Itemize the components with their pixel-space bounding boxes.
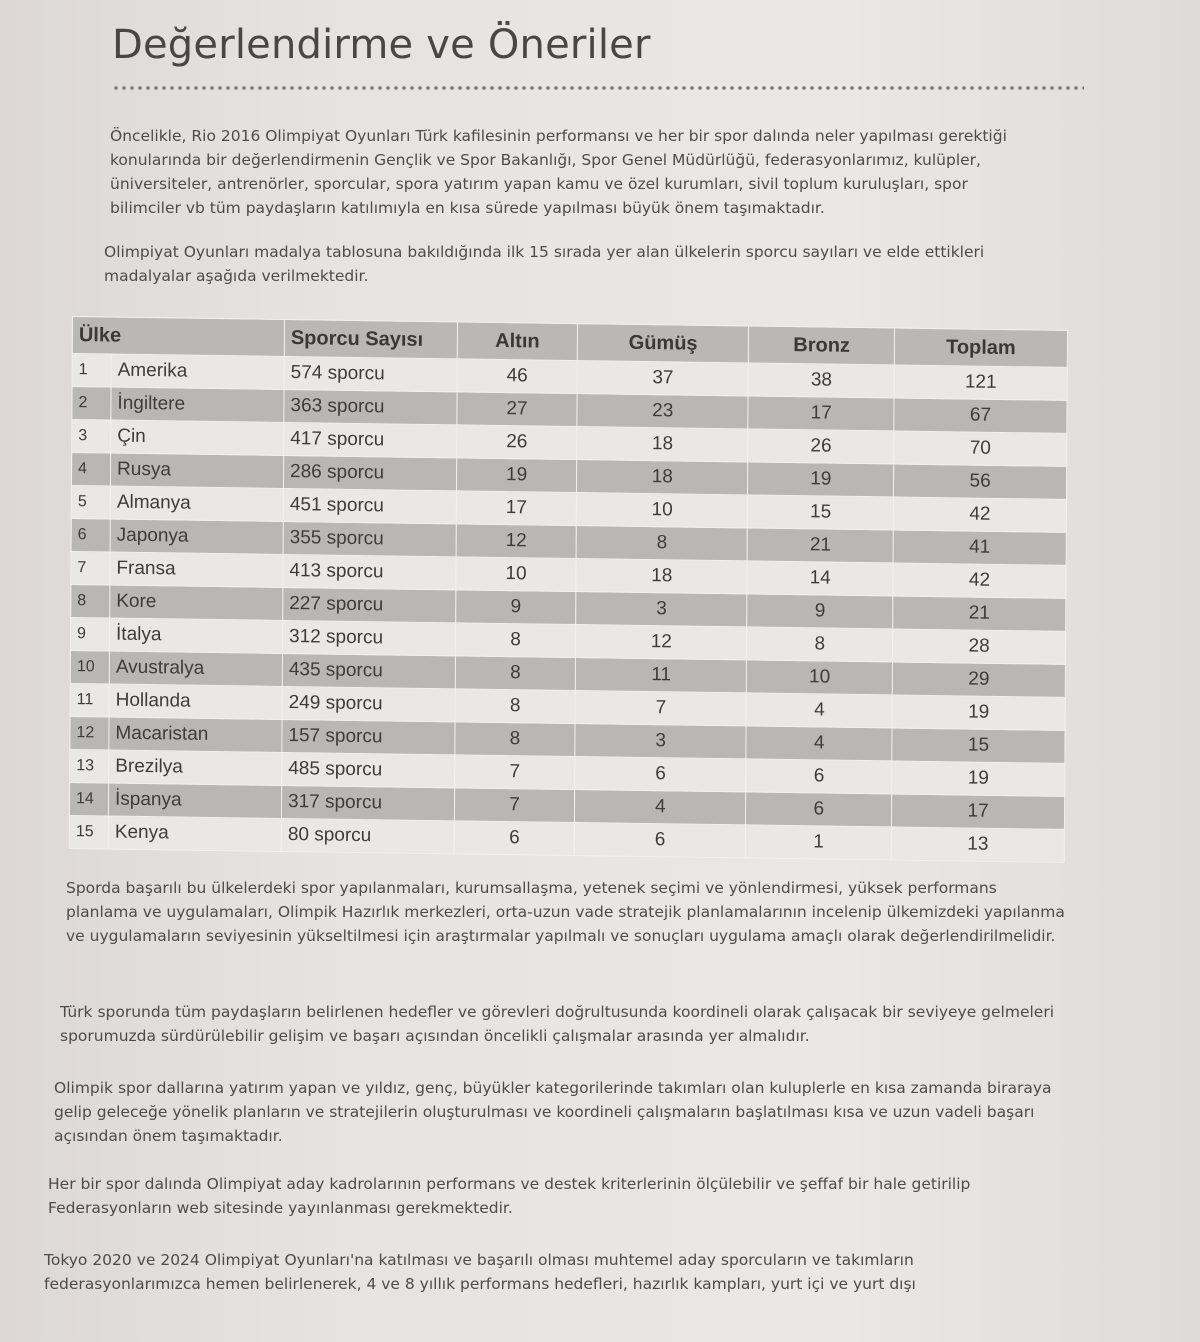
bronze-cell: 8 <box>747 627 893 662</box>
rank-cell: 15 <box>69 815 108 849</box>
header-country: Ülke <box>72 317 284 357</box>
header-bronze: Bronz <box>749 326 895 365</box>
silver-cell: 6 <box>574 823 745 858</box>
total-cell: 67 <box>894 398 1067 433</box>
rank-cell: 9 <box>70 617 109 651</box>
total-cell: 70 <box>894 431 1067 466</box>
page-title: Değerlendirme ve Öneriler <box>112 22 651 68</box>
country-cell: Fransa <box>110 552 283 587</box>
gold-cell: 7 <box>454 788 574 823</box>
gold-cell: 8 <box>455 656 575 691</box>
country-cell: Çin <box>111 420 284 455</box>
bronze-cell: 9 <box>747 594 893 629</box>
total-cell: 13 <box>891 827 1064 862</box>
gold-cell: 8 <box>455 722 575 757</box>
athletes-cell: 80 sporcu <box>281 818 454 853</box>
athletes-cell: 574 sporcu <box>284 356 457 391</box>
athletes-cell: 312 sporcu <box>282 620 455 655</box>
gold-cell: 7 <box>455 755 575 790</box>
bronze-cell: 4 <box>746 693 892 728</box>
bronze-cell: 1 <box>746 825 892 860</box>
rank-cell: 2 <box>72 387 111 421</box>
total-cell: 42 <box>893 497 1066 532</box>
gold-cell: 27 <box>457 392 577 427</box>
bronze-cell: 38 <box>748 363 894 398</box>
bronze-cell: 14 <box>747 561 893 596</box>
rank-cell: 10 <box>70 650 109 684</box>
bronze-cell: 17 <box>748 396 894 431</box>
silver-cell: 18 <box>577 460 748 495</box>
rank-cell: 4 <box>71 452 110 486</box>
recommendation-paragraph-2: Türk sporunda tüm paydaşların belirlenen hedefler ve görevleri doğrultusunda koordineli olarak çalışacak bir seviyeye gelmeleri sporumuzda sürdürülebilir gelişim ve başarı açısından öncelikli çalışmalar arasında yer almalıdır. <box>60 1003 1054 1045</box>
country-cell: Kenya <box>108 816 281 851</box>
country-cell: Kore <box>110 585 283 620</box>
header-silver: Gümüş <box>577 324 749 363</box>
athletes-cell: 435 sporcu <box>282 653 455 688</box>
total-cell: 41 <box>893 530 1066 565</box>
dotted-divider <box>112 84 1084 92</box>
gold-cell: 46 <box>457 359 577 394</box>
gold-cell: 19 <box>456 458 576 493</box>
silver-cell: 37 <box>577 361 748 396</box>
total-cell: 121 <box>894 365 1067 400</box>
rank-cell: 6 <box>71 518 110 552</box>
gold-cell: 9 <box>456 590 576 625</box>
bronze-cell: 19 <box>748 462 894 497</box>
athletes-cell: 286 sporcu <box>283 455 456 490</box>
header-total: Toplam <box>894 328 1067 367</box>
rank-cell: 5 <box>71 485 110 519</box>
rank-cell: 11 <box>70 683 109 717</box>
athletes-cell: 413 sporcu <box>283 554 456 589</box>
intro-paragraph: Öncelikle, Rio 2016 Olimpiyat Oyunları Türk kafilesinin performansı ve her bir spor dalında neler yapılması gerektiği konularında bir değerlendirmenin Gençlik ve Spor Bakanlığı, Spor Genel Müdürlüğü, federasyonlarımız, kulüpler, üniversiteler, antrenörler, sporcular, spora yatırım yapan kamu ve özel kurumları, sivil toplum kuruluşları, spor bilimciler vb tüm paydaşların katılımıyla en kısa sürede yapılması büyük önem taşımaktadır. <box>110 127 1007 217</box>
athletes-cell: 485 sporcu <box>282 752 455 787</box>
medal-table <box>69 316 1068 863</box>
rank-cell: 14 <box>69 782 108 816</box>
country-cell: İngiltere <box>111 387 284 422</box>
silver-cell: 10 <box>576 493 747 528</box>
country-cell: İtalya <box>109 618 282 653</box>
silver-cell: 18 <box>576 559 747 594</box>
silver-cell: 8 <box>576 526 747 561</box>
total-cell: 28 <box>893 629 1066 664</box>
athletes-cell: 249 sporcu <box>282 686 455 721</box>
gold-cell: 6 <box>454 821 574 856</box>
silver-cell: 11 <box>575 658 746 693</box>
athletes-cell: 157 sporcu <box>282 719 455 754</box>
total-cell: 17 <box>892 794 1065 829</box>
country-cell: Hollanda <box>109 684 282 719</box>
bronze-cell: 15 <box>748 495 894 530</box>
gold-cell: 26 <box>457 425 577 460</box>
silver-cell: 4 <box>575 790 746 825</box>
header-athletes: Sporcu Sayısı <box>284 319 457 358</box>
athletes-cell: 317 sporcu <box>281 785 454 820</box>
total-cell: 19 <box>892 695 1065 730</box>
rank-cell: 13 <box>70 749 109 783</box>
country-cell: Macaristan <box>109 717 282 752</box>
gold-cell: 12 <box>456 524 576 559</box>
recommendation-paragraph-1: Sporda başarılı bu ülkelerdeki spor yapılanmaları, kurumsallaşma, yetenek seçimi ve yönlendirmesi, yüksek performans planlama ve uygulamaları, Olimpik Hazırlık merkezleri, orta-uzun vade stratejik planlamalarının incelenip ülkemizdeki yapılanma ve uygulamaların seviyesinin yükseltilmesi için araştırmalar yapılmalı ve sonuçları uygulama amaçlı olarak değerlendirilmelidir. <box>66 879 1065 945</box>
country-cell: Almanya <box>110 486 283 521</box>
header-gold: Altın <box>457 322 577 361</box>
gold-cell: 10 <box>456 557 576 592</box>
bronze-cell: 21 <box>747 528 893 563</box>
athletes-cell: 363 sporcu <box>284 389 457 424</box>
total-cell: 19 <box>892 761 1065 796</box>
silver-cell: 3 <box>576 592 747 627</box>
silver-cell: 18 <box>577 427 748 462</box>
silver-cell: 3 <box>575 724 746 759</box>
total-cell: 42 <box>893 563 1066 598</box>
table-intro-paragraph: Olimpiyat Oyunları madalya tablosuna bakıldığında ilk 15 sırada yer alan ülkelerin sporcu sayıları ve elde ettikleri madalyalar aşağıda verilmektedir. <box>104 243 985 285</box>
silver-cell: 23 <box>577 394 748 429</box>
country-cell: Japonya <box>110 519 283 554</box>
rank-cell: 3 <box>72 420 111 454</box>
bronze-cell: 6 <box>746 792 892 827</box>
recommendation-paragraph-4: Her bir spor dalında Olimpiyat aday kadrolarının performans ve destek kriterlerinin ölçülebilir ve şeffaf bir hale getirilip Federasyonların web sitesinde yayınlanması gerekmektedir. <box>48 1175 971 1217</box>
athletes-cell: 417 sporcu <box>284 422 457 457</box>
total-cell: 15 <box>892 728 1065 763</box>
total-cell: 21 <box>893 596 1066 631</box>
rank-cell: 7 <box>71 551 110 585</box>
country-cell: Brezilya <box>109 750 282 785</box>
athletes-cell: 451 sporcu <box>283 488 456 523</box>
total-cell: 56 <box>894 464 1067 499</box>
recommendation-paragraph-3: Olimpik spor dallarına yatırım yapan ve yıldız, genç, büyükler kategorilerinde takımları olan kuluplerle en kısa zamanda biraraya gelip geleceğe yönelik planların ve stratejilerin oluşturulması ve koordineli çalışmaların başlatılması kısa ve uzun vadeli başarı açısından önem taşımaktadır. <box>54 1079 1052 1145</box>
bronze-cell: 10 <box>747 660 893 695</box>
silver-cell: 7 <box>575 691 746 726</box>
silver-cell: 12 <box>576 625 747 660</box>
bronze-cell: 6 <box>746 759 892 794</box>
bronze-cell: 26 <box>748 429 894 464</box>
gold-cell: 8 <box>455 689 575 724</box>
total-cell: 29 <box>892 662 1065 697</box>
rank-cell: 12 <box>70 716 109 750</box>
recommendation-paragraph-5: Tokyo 2020 ve 2024 Olimpiyat Oyunları'na katılması ve başarılı olması muhtemel aday sporcuların ve takımların federasyonlarımızca hemen belirlenerek, 4 ve 8 yıllık performans hedefleri, hazırlık kampları, yurt içi ve yurt dışı <box>44 1251 916 1293</box>
rank-cell: 1 <box>72 354 111 388</box>
country-cell: İspanya <box>108 783 281 818</box>
bronze-cell: 4 <box>746 726 892 761</box>
country-cell: Amerika <box>111 354 284 389</box>
country-cell: Rusya <box>110 453 283 488</box>
country-cell: Avustralya <box>109 651 282 686</box>
rank-cell: 8 <box>71 584 110 618</box>
silver-cell: 6 <box>575 757 746 792</box>
gold-cell: 8 <box>455 623 575 658</box>
athletes-cell: 355 sporcu <box>283 521 456 556</box>
athletes-cell: 227 sporcu <box>283 587 456 622</box>
gold-cell: 17 <box>456 491 576 526</box>
